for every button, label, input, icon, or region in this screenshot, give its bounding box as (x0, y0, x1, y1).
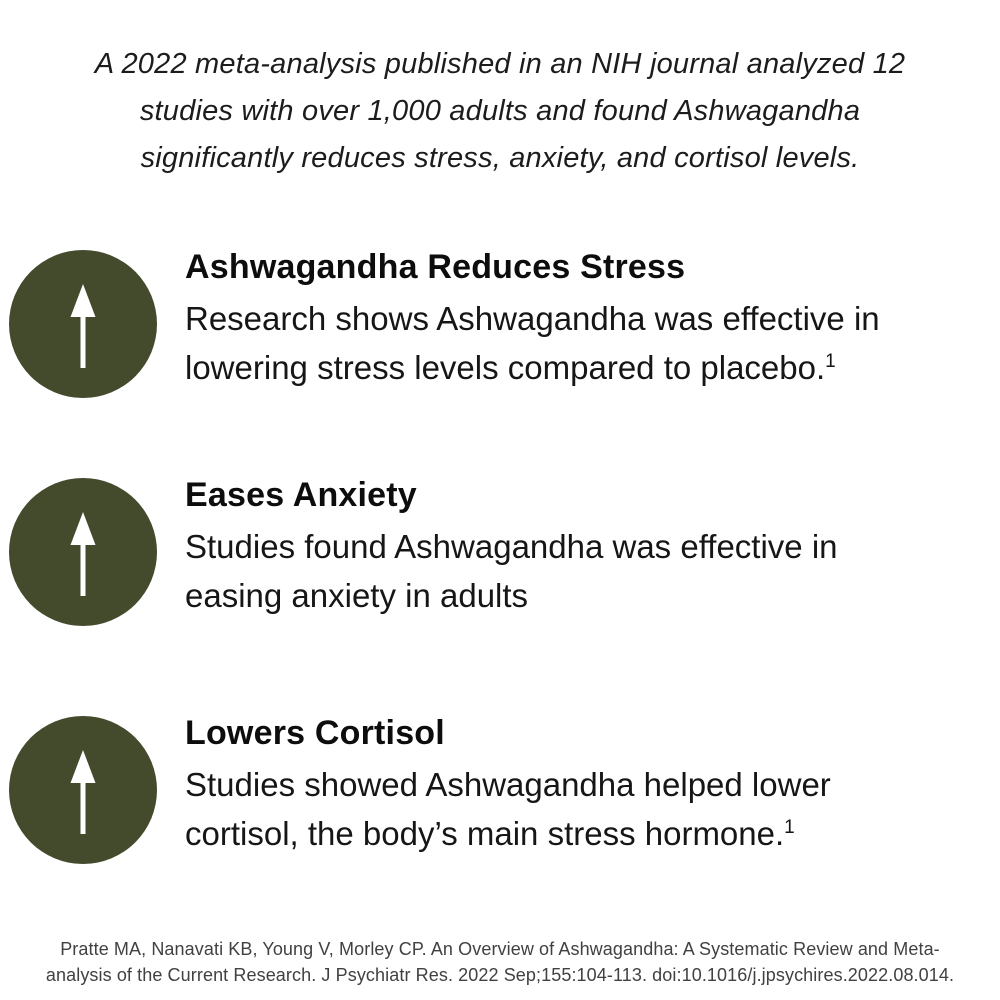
up-arrow-icon (9, 250, 157, 398)
intro-line-1: A 2022 meta-analysis published in an NIH journal analyzed 12 (94, 48, 906, 80)
section-body (185, 760, 992, 858)
benefit-section-anxiety (0, 478, 1000, 638)
section-text-block (185, 711, 992, 858)
citation-line-1: Pratte MA, Nanavati KB, Young V, Morley CP. An Overview of Ashwagandha: A Systematic Review and Meta- (60, 939, 940, 959)
section-body (185, 522, 992, 620)
citation (0, 936, 1000, 988)
up-arrow-icon (9, 478, 157, 626)
section-body-line: cortisol, the body’s main stress hormone.$^1$ (185, 815, 795, 852)
footnote-marker: 1 (784, 817, 795, 838)
section-title: Eases Anxiety (185, 476, 417, 514)
section-title: Ashwagandha Reduces Stress (185, 248, 686, 286)
footnote-marker: 1 (825, 351, 836, 372)
benefit-section-stress (0, 250, 1000, 410)
citation-line-2: analysis of the Current Research. J Psychiatr Res. 2022 Sep;155:104-113. doi:10.1016/j.jpsychires.2022.08.014. (45, 965, 955, 985)
intro-line-2: studies with over 1,000 adults and found Ashwagandha (139, 95, 861, 127)
up-arrow-icon (9, 716, 157, 864)
section-body-line: Studies showed Ashwagandha helped lower (185, 766, 831, 803)
section-body-line: easing anxiety in adults (185, 577, 529, 614)
section-title: Lowers Cortisol (185, 714, 445, 752)
benefit-section-cortisol (0, 716, 1000, 876)
section-body-line: lowering stress levels compared to placebo.$^1$ (185, 349, 836, 386)
section-body-line: Studies found Ashwagandha was effective in (185, 528, 838, 565)
section-text-block (185, 245, 992, 392)
section-body (185, 294, 992, 392)
section-text-block (185, 473, 992, 620)
intro-line-3: significantly reduces stress, anxiety, and cortisol levels. (140, 142, 860, 174)
intro-text (0, 41, 1000, 182)
section-body-line: Research shows Ashwagandha was effective in (185, 300, 880, 337)
